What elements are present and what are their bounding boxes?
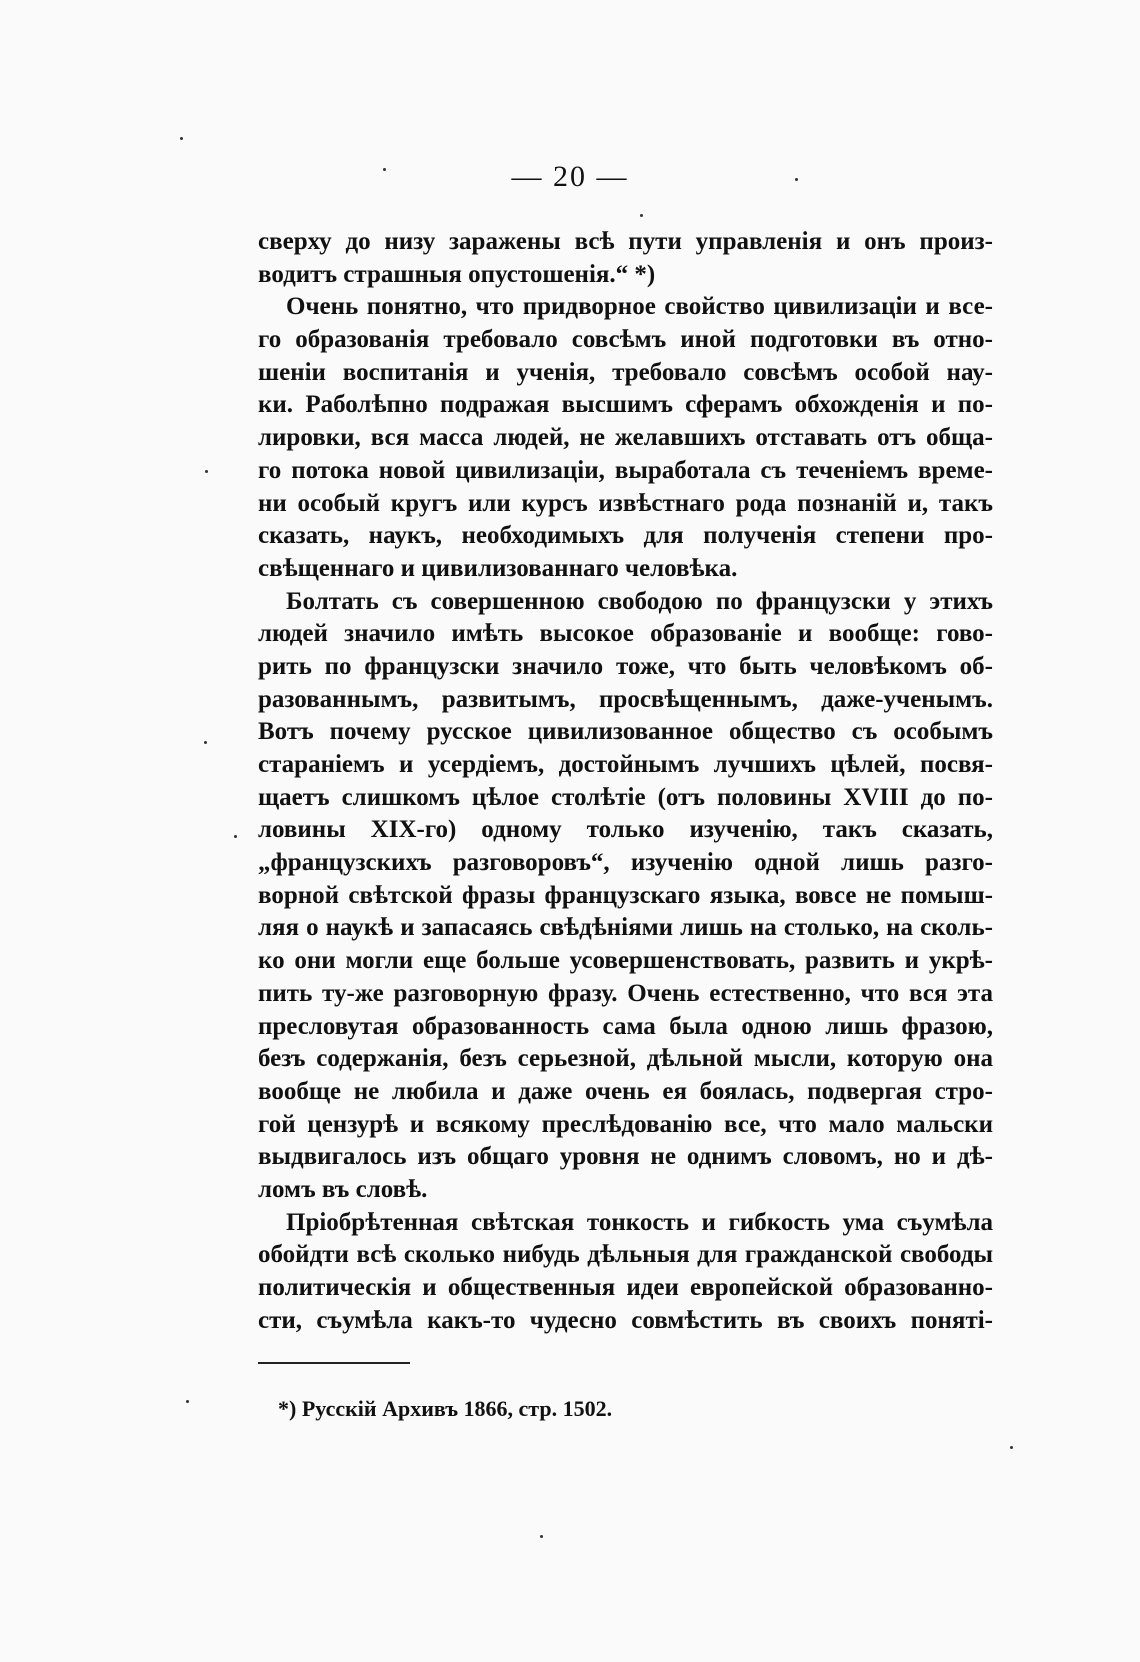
text-line: рить по французски значило тоже, что быть человѣкомъ об- (258, 652, 993, 680)
text-line: ляя о наукѣ и запасаясь свѣдѣніями лишь на столько, на сколь- (258, 914, 993, 942)
scan-speck (186, 1400, 189, 1403)
text-line: пить ту-же разговорную фразу. Очень естественно, что вся эта (258, 979, 993, 1007)
text-line: пресловутая образованность сама была одною лишь фразою, (258, 1012, 993, 1040)
footnote-divider (258, 1362, 410, 1364)
text-line: свѣщеннаго и цивилизованнаго человѣка. (258, 554, 738, 582)
text-line: Пріобрѣтенная свѣтская тонкость и гибкость ума съумѣла (286, 1208, 993, 1236)
scan-speck (204, 741, 207, 744)
text-line: обойдти всѣ сколько нибудь дѣльныя для гражданской свободы (258, 1241, 993, 1269)
text-line: го потока новой цивилизаціи, выработала съ теченіемъ време- (258, 456, 993, 484)
text-line: ко они могли еще больше усовершенствовать, развить и укрѣ- (258, 947, 993, 975)
scan-speck (795, 178, 798, 181)
scan-speck (640, 214, 643, 217)
page-number: — 20 — (511, 160, 629, 193)
text-line: разованнымъ, развитымъ, просвѣщеннымъ, даже-ученымъ. (258, 685, 993, 713)
text-line: Болтать съ совершенною свободою по французски у этихъ (286, 587, 993, 615)
footnote: *) Русскій Архивъ 1866, стр. 1502. (278, 1396, 613, 1421)
text-line: щаетъ слишкомъ цѣлое столѣтіе (отъ половины XVIII до по- (258, 783, 993, 811)
text-line: Вотъ почему русское цивилизованное общество съ особымъ (258, 718, 993, 746)
text-line: гой цензурѣ и всякому преслѣдованію все, что мало мальски (258, 1110, 993, 1138)
scan-speck (383, 168, 386, 171)
scan-speck (205, 470, 208, 473)
text-line: водитъ страшныя опустошенія.“ *) (258, 260, 656, 288)
scan-speck (180, 137, 183, 140)
text-line: ломъ въ словѣ. (258, 1175, 428, 1203)
text-line: ворной свѣтской фразы французскаго языка, вовсе не помыш- (258, 881, 993, 909)
text-line: „французскихъ разговоровъ“, изученію одной лишь разго- (258, 849, 993, 877)
text-line: лировки, вся масса людей, не желавшихъ отставать отъ обща- (258, 424, 993, 452)
text-line: сказать, наукъ, необходимыхъ для полученія степени про- (258, 522, 993, 550)
text-line: ни особый кругъ или курсъ извѣстнаго рода познаній и, такъ (258, 489, 993, 517)
text-line: сти, съумѣла какъ-то чудесно совмѣстить въ своихъ поняті- (258, 1306, 993, 1334)
text-line: выдвигалось изъ общаго уровня не однимъ словомъ, но и дѣ- (258, 1143, 993, 1171)
text-line: ловины XIX-го) одному только изученію, такъ сказать, (258, 816, 993, 844)
text-line: политическія и общественныя идеи европейской образованно- (258, 1274, 993, 1301)
body-text (258, 226, 993, 1337)
text-line: го образованія требовало совсѣмъ иной подготовки въ отно- (258, 326, 993, 354)
text-line: стараніемъ и усердіемъ, достойнымъ лучшихъ цѣлей, посвя- (258, 751, 993, 778)
text-line: шеніи воспитанія и ученія, требовало совсѣмъ особой нау- (258, 358, 993, 386)
text-line: Очень понятно, что придворное свойство цивилизаціи и все- (286, 293, 993, 321)
scan-speck (1010, 1446, 1013, 1449)
text-line: ки. Раболѣпно подражая высшимъ сферамъ обхожденія и по- (258, 391, 993, 419)
text-line: людей значило имѣть высокое образованіе и вообще: гово- (258, 620, 993, 648)
text-line: безъ содержанія, безъ серьезной, дѣльной мысли, которую она (258, 1045, 993, 1073)
scan-speck (540, 1535, 543, 1538)
text-line: вообще не любила и даже очень ея боялась, подвергая стро- (258, 1077, 993, 1105)
scan-speck (234, 835, 237, 838)
text-line: сверху до низу заражены всѣ пути управленія и онъ произ- (258, 228, 993, 255)
